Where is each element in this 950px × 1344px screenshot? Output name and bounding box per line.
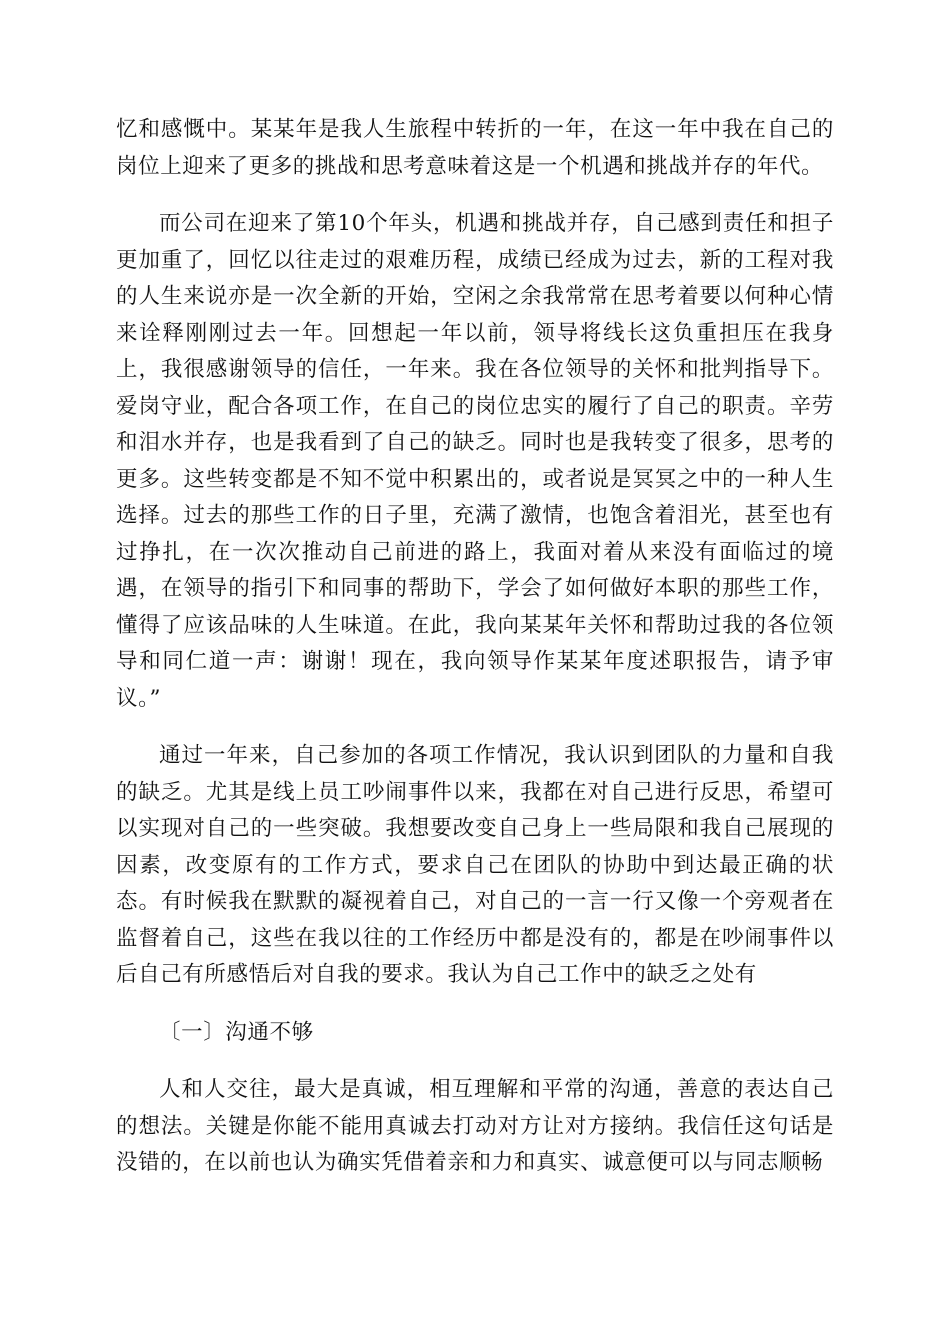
paragraph-continuation: 忆和感慨中。某某年是我人生旅程中转折的一年，在这一年中我在自己的岗位上迎来了更多的挑战和思考意味着这是一个机遇和挑战并存的年代。 xyxy=(116,117,834,179)
paragraph-communication: 人和人交往，最大是真诚，相互理解和平常的沟通，善意的表达自己的想法。关键是你能不能用真诚去打动对方让对方接纳。我信任这句话是没错的，在以前也认为确实凭借着亲和力和真实、诚意便可以与同志顺畅 xyxy=(116,1077,834,1175)
section-heading-communication: 〔一〕沟通不够 xyxy=(159,1019,314,1045)
paragraph-teamwork-reflection: 通过一年来，自己参加的各项工作情况，我认识到团队的力量和自我的缺乏。尤其是线上员工吵闹事件以来，我都在对自己进行反思，希望可以实现对自己的一些突破。我想要改变自己身上一些局限和我自己展现的因素，改变原有的工作方式，要求自己在团队的协助中到达最正确的状态。有时候我在默默的凝视着自己，对自己的一言一行又像一个旁观者在监督着自己，这些在我以往的工作经历中都是没有的，都是在吵闹事件以后自己有所感悟后对自我的要求。我认为自己工作中的缺乏之处有 xyxy=(116,743,834,987)
paragraph-company-tenth-year: 而公司在迎来了第10个年头，机遇和挑战并存，自己感到责任和担子更加重了，回忆以往走过的艰难历程，成绩已经成为过去，新的工程对我的人生来说亦是一次全新的开始，空闲之余我常常在思考着要以何种心情来诠释刚刚过去一年。回想起一年以前，领导将线长这负重担压在我身上，我很感谢领导的信任，一年来。我在各位领导的关怀和批判指导下。爱岗守业，配合各项工作，在自己的岗位忠实的履行了自己的职责。辛劳和泪水并存，也是我看到了自己的缺乏。同时也是我转变了很多，思考的更多。这些转变都是不知不觉中积累出的，或者说是冥冥之中的一种人生选择。过去的那些工作的日子里，充满了激情，也饱含着泪光，甚至也有过挣扎，在一次次推动自己前进的路上，我面对着从来没有面临过的境遇，在领导的指引下和同事的帮助下，学会了如何做好本职的那些工作，懂得了应该品味的人生味道。在此，我向某某年关怀和帮助过我的各位领导和同仁道一声：谢谢！现在，我向领导作某某年度述职报告，请予审议。” xyxy=(116,211,834,711)
